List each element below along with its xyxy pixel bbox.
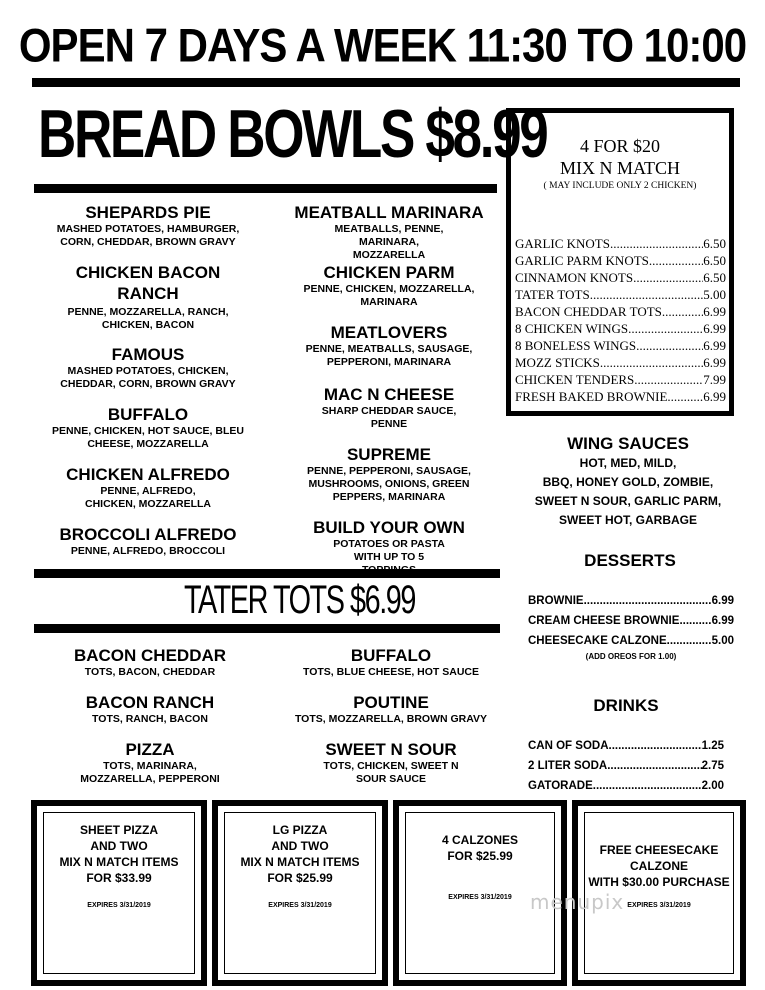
list-item — [515, 235, 726, 252]
item-desc: TOTS, CHICKEN, SWEET N SOUR SAUCE — [323, 760, 459, 785]
list-item — [515, 286, 726, 303]
item-desc: TOTS, RANCH, BACON — [92, 713, 208, 725]
item-price: 6.99 — [703, 389, 726, 404]
item-price: 6.99 — [711, 615, 734, 627]
item-name: 2 LITER SODA — [528, 760, 608, 772]
list-item — [515, 303, 726, 320]
coupon-expires: EXPIRES 3/31/2019 — [87, 902, 151, 909]
item-price: 7.99 — [703, 372, 726, 387]
item-name: BROWNIE — [528, 595, 584, 607]
item-name: TATER TOTS — [515, 287, 590, 302]
item-desc: TOTS, BACON, CHEDDAR — [84, 666, 216, 678]
item-name: BACON CHEDDAR — [73, 646, 227, 665]
coupon-card — [212, 800, 388, 986]
item-name: GARLIC PARM KNOTS — [515, 253, 649, 268]
mix-n-match-box — [506, 108, 734, 416]
item-price: 5.00 — [711, 635, 734, 647]
list-item — [528, 631, 734, 651]
item-desc: MASHED POTATOES, CHICKEN, CHEDDAR, CORN, BROWN GRAVY — [60, 365, 236, 390]
item-desc: PENNE, CHICKEN, MOZZARELLA, MARINARA — [303, 283, 475, 308]
item-price: 6.99 — [711, 595, 734, 607]
item-price: 5.00 — [703, 287, 726, 302]
drinks-title: DRINKS — [593, 696, 659, 715]
item-name: MAC N CHEESE — [323, 385, 455, 404]
item-desc: POTATOES OR PASTA WITH UP TO 5 — [333, 538, 445, 563]
list-item — [515, 252, 726, 269]
list-item — [515, 354, 726, 371]
bread-bowl-item — [288, 262, 490, 309]
list-item — [528, 756, 724, 776]
item-name: CHICKEN ALFREDO — [66, 465, 230, 484]
list-item — [515, 388, 726, 405]
tater-tot-item — [60, 739, 240, 786]
mix-title-line: MIX N MATCH — [559, 158, 680, 178]
mix-title — [511, 135, 729, 179]
item-desc: SHARP CHEDDAR SAUCE, PENNE — [321, 405, 457, 430]
item-name: GATORADE — [528, 780, 593, 792]
bread-bowls-title: BREAD BOWLS $8.99 — [38, 96, 547, 172]
bread-bowl-item — [290, 444, 488, 504]
item-desc: TOTS, BLUE CHEESE, HOT SAUCE — [303, 666, 479, 678]
item-desc: PENNE, ALFREDO, BROCCOLI — [70, 545, 226, 557]
item-name: CHICKEN TENDERS — [515, 372, 635, 387]
coupon-expires: EXPIRES 3/31/2019 — [268, 902, 332, 909]
bread-bowl-item — [296, 384, 482, 431]
banner-rule — [32, 78, 740, 87]
item-name: FAMOUS — [111, 345, 185, 364]
item-price: 6.99 — [703, 338, 726, 353]
desserts-note: (ADD OREOS FOR 1.00) — [585, 652, 677, 661]
item-name: CHEESECAKE CALZONE — [528, 635, 667, 647]
item-price: 6.99 — [703, 304, 726, 319]
item-name: 8 BONELESS WINGS — [515, 338, 637, 353]
bread-bowl-item — [34, 524, 262, 558]
item-desc: MASHED POTATOES, HAMBURGER, CORN, CHEDDAR, BROWN GRAVY — [56, 223, 240, 248]
tater-tots-rule-bottom — [34, 624, 500, 633]
tater-tot-item — [50, 692, 250, 726]
item-desc: TOTS, MARINARA, MOZZARELLA, PEPPERONI — [80, 760, 220, 785]
desserts-list — [528, 591, 734, 661]
tater-tot-item — [280, 645, 502, 679]
wing-sauce-line: BBQ, HONEY GOLD, ZOMBIE, — [542, 475, 714, 489]
item-desc: MEATBALLS, PENNE, MARINARA, MOZZARELLA — [334, 223, 444, 261]
item-price: 6.99 — [703, 355, 726, 370]
item-name: SUPREME — [346, 445, 432, 464]
desserts-title: DESSERTS — [584, 551, 676, 570]
item-desc: PENNE, PEPPERONI, SAUSAGE, MUSHROOMS, ONIONS, GREEN PEPPERS, MARINARA — [307, 465, 471, 503]
item-name: BACON RANCH — [85, 693, 215, 712]
coupon-expires: EXPIRES 3/31/2019 — [448, 894, 512, 901]
tater-tot-item — [280, 692, 502, 726]
coupon-text: SHEET PIZZA AND TWO MIX N MATCH ITEMS FOR $33.99 — [59, 823, 179, 885]
item-name: BUILD YOUR OWN — [313, 518, 465, 537]
watermark: menupix — [530, 890, 625, 914]
item-name: SHEPARDS PIE — [85, 203, 211, 222]
item-price: 2.00 — [701, 780, 724, 792]
mix-list — [511, 235, 729, 405]
list-item — [515, 269, 726, 286]
item-name: BACON CHEDDAR TOTS — [515, 304, 662, 319]
item-price: 6.99 — [703, 321, 726, 336]
item-desc: PENNE, ALFREDO, CHICKEN, MOZZARELLA — [85, 485, 211, 510]
item-name: FRESH BAKED BROWNIE — [515, 389, 668, 404]
bread-bowl-item — [58, 262, 238, 332]
item-price: 6.50 — [703, 253, 726, 268]
item-price: 2.75 — [701, 760, 724, 772]
item-name: 8 CHICKEN WINGS — [515, 321, 629, 336]
coupon-card — [31, 800, 207, 986]
item-name: PIZZA — [125, 740, 175, 759]
item-name: SWEET N SOUR — [325, 740, 457, 759]
tater-tot-item — [300, 739, 482, 786]
list-item — [528, 736, 724, 756]
item-desc: PENNE, MOZZARELLA, RANCH, CHICKEN, BACON — [67, 306, 229, 331]
list-item — [528, 591, 734, 611]
tater-tots-title: TATER TOTS $6.99 — [184, 578, 415, 622]
bread-bowl-item — [50, 404, 246, 451]
wing-sauces-title: WING SAUCES — [567, 434, 689, 453]
bread-bowl-item — [290, 517, 488, 577]
item-name: BROCCOLI ALFREDO — [59, 525, 237, 544]
item-name: CINNAMON KNOTS — [515, 270, 634, 285]
drinks-list — [528, 736, 724, 796]
list-item — [515, 371, 726, 388]
item-name: CREAM CHEESE BROWNIE — [528, 615, 680, 627]
coupon-text: LG PIZZA AND TWO MIX N MATCH ITEMS FOR $25.99 — [240, 823, 360, 885]
list-item — [515, 320, 726, 337]
mix-title-line: 4 FOR $20 — [579, 136, 660, 156]
item-name: MOZZ STICKS — [515, 355, 600, 370]
item-name: CHICKEN BACON RANCH — [75, 263, 221, 303]
bread-bowl-item — [40, 344, 256, 391]
bread-bowl-item — [40, 464, 256, 511]
coupon-text: FREE CHEESECAKE CALZONE WITH $30.00 PURCHASE — [588, 843, 730, 889]
item-name: POUTINE — [353, 693, 429, 712]
tater-tots-rule-top — [34, 569, 500, 578]
bread-bowl-item — [278, 202, 500, 262]
item-desc: PENNE, MEATBALLS, SAUSAGE, PEPPERONI, MARINARA — [305, 343, 473, 368]
item-name: MEATBALL MARINARA — [294, 203, 484, 222]
coupon-expires: EXPIRES 3/31/2019 — [627, 902, 691, 909]
tater-tot-item — [50, 645, 250, 679]
item-name: CAN OF SODA — [528, 740, 609, 752]
wing-sauce-line: SWEET HOT, GARBAGE — [558, 513, 697, 527]
item-name: BUFFALO — [350, 646, 432, 665]
list-item — [528, 776, 724, 796]
hours-banner: OPEN 7 DAYS A WEEK 11:30 TO 10:00 — [18, 19, 747, 72]
bread-bowl-item — [40, 202, 256, 249]
list-item — [515, 337, 726, 354]
item-name: BUFFALO — [107, 405, 189, 424]
list-item — [528, 611, 734, 631]
item-price: 1.25 — [701, 740, 724, 752]
wing-sauces-section — [514, 434, 742, 530]
wing-sauce-line: HOT, MED, MILD, — [579, 456, 677, 470]
coupon-text: 4 CALZONES FOR $25.99 — [441, 833, 518, 863]
item-desc: TOTS, MOZZARELLA, BROWN GRAVY — [294, 713, 488, 725]
item-price: 6.50 — [703, 236, 726, 251]
mix-note: ( MAY INCLUDE ONLY 2 CHICKEN) — [543, 181, 697, 191]
item-name: CHICKEN PARM — [323, 263, 455, 282]
item-name: MEATLOVERS — [330, 323, 448, 342]
item-name: GARLIC KNOTS — [515, 236, 610, 251]
item-price: 6.50 — [703, 270, 726, 285]
bread-bowl-item — [288, 322, 490, 369]
bread-bowls-rule — [34, 184, 497, 193]
wing-sauce-line: SWEET N SOUR, GARLIC PARM, — [534, 494, 722, 508]
item-desc: PENNE, CHICKEN, HOT SAUCE, BLEU CHEESE, MOZZARELLA — [52, 425, 244, 450]
